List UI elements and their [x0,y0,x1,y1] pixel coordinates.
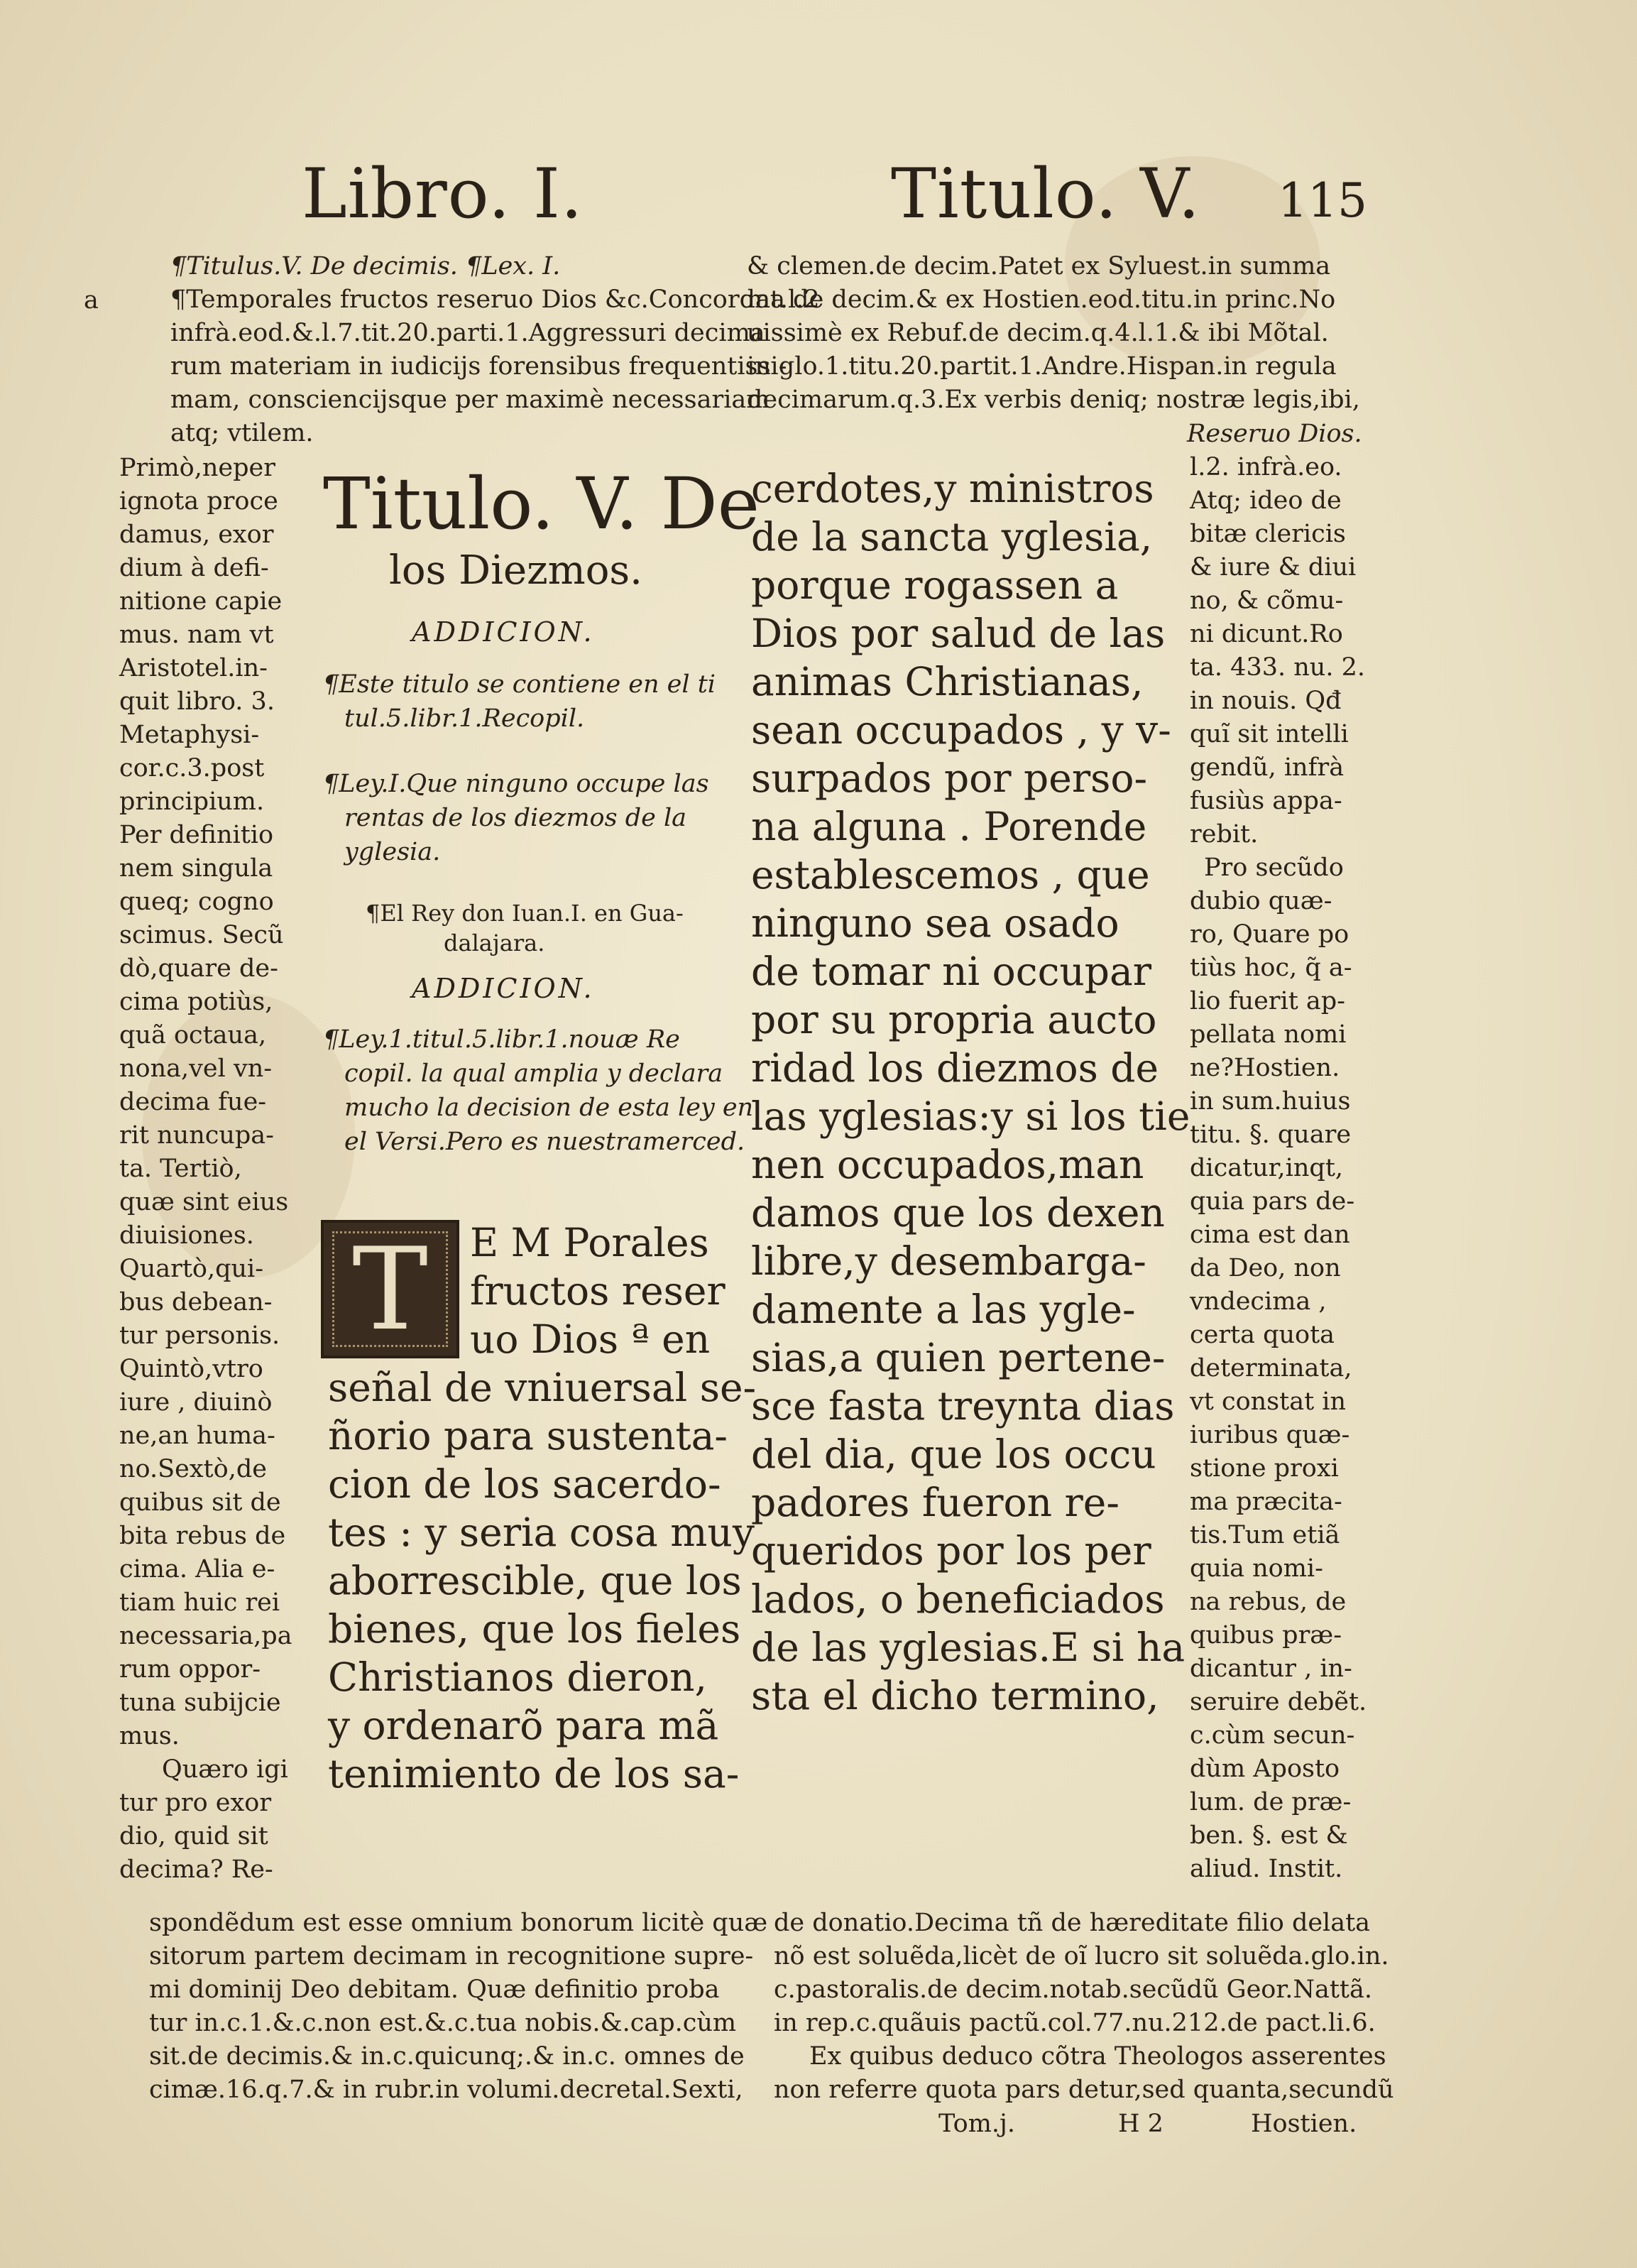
text-line: ne,an huma- [119,1422,275,1450]
note-marker: a [84,286,99,315]
running-header-left: Libro. I. [302,154,584,234]
text-line: gendũ, infrà [1190,753,1345,782]
text-line: mus. [119,1722,180,1750]
gloss-line: & clemen.de decim.Patet ex Syluest.in summa [747,252,1331,280]
text-line: stione proxi [1190,1454,1339,1483]
text-line: aliud. Instit. [1190,1855,1343,1883]
text-line: & iure & diui [1190,553,1357,582]
text-line: de la sancta yglesia, [751,514,1153,560]
text-line: y ordenarõ para mã [328,1703,719,1748]
text-line: lum. de præ- [1190,1788,1352,1816]
text-line: libre,y desembarga- [751,1238,1146,1284]
text-line: bus debean- [119,1288,273,1316]
text-line: establescemos , que [751,852,1150,898]
text-line: Ex quibus deduco cõtra Theologos asserentes [809,2042,1386,2071]
note-line: mucho la decision de esta ley en [344,1094,754,1122]
text-line: de donatio.Decima tñ de hæreditate filio delata [774,1909,1371,1937]
text-line: no, & cõmu- [1190,587,1344,615]
running-header-right: Titulo. V. [891,154,1201,234]
text-line: tis.Tum etiã [1190,1521,1340,1549]
text-line: tiam huic rei [119,1588,280,1617]
text-line: tur personis. [119,1321,280,1350]
gloss-line: in glo.1.titu.20.partit.1.Andre.Hispan.in regula [747,352,1337,381]
text-line: animas Christianas, [751,659,1144,704]
text-line: nen occupados,man [751,1142,1144,1187]
text-line: rebit. [1190,820,1259,849]
text-line: ridad los diezmos de [751,1045,1159,1091]
text-line: c.pastoralis.de decim.notab.secũdũ Geor.Nattã. [774,1975,1372,2004]
volume-mark: Tom.j. [938,2110,1015,2138]
text-line: ignota proce [119,487,278,516]
text-line: señal de vniuersal se- [328,1365,757,1410]
right-margin-gloss [1190,451,1367,1886]
text-line: Atq; ideo de [1190,486,1342,515]
text-line: sean occupados , y v- [751,707,1171,753]
text-line: tur in.c.1.&.c.non est.&.c.tua nobis.&.cap.cùm [149,2009,737,2037]
text-line: in rep.c.quãuis pactũ.col.77.nu.212.de pact.li.6. [774,2009,1376,2037]
note-line: ¶Este titulo se contiene en el ti [323,670,716,699]
text-line: quĩ sit intelli [1190,720,1349,748]
text-line: damos que los dexen [751,1190,1165,1236]
text-line: lados, o beneficiados [751,1576,1165,1622]
text-line: l.2. infrà.eo. [1190,453,1342,481]
text-line: sce fasta treynta dias [751,1383,1175,1429]
text-line: dio, quid sit [119,1822,268,1850]
top-right-gloss [747,250,1360,417]
text-line: Per definitio [119,821,274,849]
gloss-line: ¶Titulus.V. De decimis. ¶Lex. I. [170,252,561,280]
text-line: bienes, que los fieles [328,1606,741,1652]
page-number: 115 [1278,173,1367,228]
text-line: quæ sint eius [119,1188,289,1216]
text-line: de tomar ni occupar [751,949,1152,994]
text-line: cima. Alia e- [119,1555,275,1583]
text-line: diuisiones. [119,1221,254,1250]
text-line: dubio quæ- [1190,887,1332,915]
top-left-gloss [170,250,820,450]
text-line: mi dominij Deo debitam. Quæ definitio proba [149,1975,720,2004]
text-line: Metaphysi- [119,721,260,749]
gloss-line: mam, consciencijsque per maximè necessariam [170,386,770,414]
text-line: nem singula [119,854,273,883]
text-line: Quartò,qui- [119,1255,264,1283]
note-line: el Versi.Pero es nuestramerced. [344,1128,745,1156]
text-line: decima fue- [119,1088,267,1116]
text-line: cima est dan [1190,1221,1350,1249]
chapter-title: Titulo. V. De [323,462,760,545]
text-line: damente a las ygle- [751,1287,1136,1332]
signature-mark: H 2 [1118,2110,1164,2138]
text-line: ninguno sea osado [751,900,1119,946]
text-line: surpados por perso- [751,756,1148,801]
text-line: bitæ clericis [1190,520,1346,548]
text-line: lio fuerit ap- [1190,987,1346,1015]
note-line: rentas de los diezmos de la [344,804,687,832]
note-line: ¶El Rey don Iuan.I. en Gua- [366,900,684,927]
gloss-line: rum materiam in iudicijs forensibus frequentissi- [170,352,787,381]
text-line: dicatur,inqt, [1190,1154,1344,1182]
text-line: in sum.huius [1190,1087,1351,1116]
text-line: nõ est soluẽda,licèt de oĩ lucro sit soluẽda.glo.in. [774,1942,1389,1970]
text-line: dùm Aposto [1190,1755,1340,1783]
text-line: da Deo, non [1190,1254,1341,1282]
text-line: ñorio para sustenta- [328,1413,728,1459]
text-line: quibus præ- [1190,1621,1342,1650]
text-line: iuribus quæ- [1190,1421,1350,1449]
text-line: tenimiento de los sa- [328,1751,740,1797]
note-line: tul.5.libr.1.Recopil. [344,704,585,733]
text-line: ro, Quare po [1190,920,1349,949]
text-line: quia nomi- [1190,1554,1323,1583]
gloss-line: ma de decim.& ex Hostien.eod.titu.in princ.No [747,285,1336,314]
text-line: queridos por los per [751,1528,1151,1574]
text-line: sta el dicho termino, [751,1673,1159,1718]
gloss-line: uissimè ex Rebuf.de decim.q.4.l.1.& ibi Mõtal. [747,319,1329,347]
text-line: sit.de decimis.& in.c.quicunq;.& in.c. omnes de [149,2042,745,2071]
text-line: padores fueron re- [751,1480,1119,1525]
text-line: vt constat in [1190,1387,1346,1416]
text-line: vndecima , [1190,1287,1327,1316]
text-line: E M Porales [470,1220,709,1265]
text-line: na alguna . Porende [751,804,1147,849]
note-line: copil. la qual amplia y declara [344,1059,723,1088]
text-line: non referre quota pars detur,sed quanta,secundũ [774,2076,1394,2104]
text-line: tuna subijcie [119,1689,281,1717]
gloss-line: decimarum.q.3.Ex verbis deniq; nostræ legis,ibi, [747,386,1360,414]
text-line: dium à defi- [119,554,269,582]
addicion-heading: ADDICION. [412,616,595,648]
text-line: bita rebus de [119,1522,286,1550]
text-line: Christianos dieron, [328,1654,707,1700]
text-line: ne?Hostien. [1190,1054,1340,1082]
text-line: ni dicunt.Ro [1190,620,1343,648]
text-line: quit libro. 3. [119,687,275,716]
gloss-line: Reseruo Dios. [1187,420,1362,448]
text-line: las yglesias:y si los tie [751,1094,1190,1139]
text-line: cimæ.16.q.7.& in rubr.in volumi.decretal.Sexti, [149,2076,743,2104]
text-line: certa quota [1190,1321,1335,1349]
text-line: dicantur , in- [1190,1654,1352,1683]
law-text-right-column [751,464,1190,1720]
law-summary [323,767,709,869]
text-line: necessaria,pa [119,1622,292,1650]
gloss-line: ¶Temporales fructos reseruo Dios &c.Concordat.l.2 [170,285,820,314]
text-line: cion de los sacerdo- [328,1461,721,1507]
text-line: cor.c.3.post [119,754,265,783]
text-line: tes : y seria cosa muy [328,1510,755,1555]
text-line: ta. Tertiò, [119,1155,242,1183]
text-line: no.Sextò,de [119,1455,267,1483]
text-line: sitorum partem decimam in recognitione supre- [149,1942,754,1970]
text-line: aborrescible, que los [328,1558,742,1603]
text-line: titu. §. quare [1190,1121,1352,1149]
note-line: yglesia. [344,838,441,866]
addicion-heading: ADDICION. [412,973,595,1004]
text-line: por su propria aucto [751,997,1157,1042]
text-line: quia pars de- [1190,1187,1355,1216]
chapter-subtitle: los Diezmos. [389,547,642,594]
text-line: pellata nomi [1190,1020,1347,1049]
text-line: Quæro igi [162,1755,288,1784]
text-line: uo Dios ª en [470,1316,711,1362]
text-line: Pro secũdo [1204,854,1344,882]
text-line: sias,a quien pertene- [751,1335,1166,1380]
text-line: na rebus, de [1190,1588,1347,1616]
law-attribution [366,898,684,958]
gloss-line: infrà.eod.&.l.7.tit.20.parti.1.Aggressuri decima [170,319,765,347]
text-line: rum oppor- [119,1655,261,1684]
text-line: seruire debẽt. [1190,1688,1367,1716]
bottom-left-gloss [149,1907,767,2107]
law-text-left-column [328,1218,756,1798]
text-line: tiùs hoc, q̃ a- [1190,954,1352,982]
text-line: damus, exor [119,520,274,549]
text-line: principium. [119,787,265,816]
left-margin-gloss [119,452,292,1887]
text-line: quã octaua, [119,1021,267,1050]
text-line: queq; cogno [119,888,274,916]
text-line: scimus. Secũ [119,921,284,949]
text-line: nona,vel vn- [119,1054,273,1083]
text-line: rit nuncupa- [119,1121,274,1150]
text-line: nitione capie [119,587,283,616]
text-line: ta. 433. nu. 2. [1190,653,1365,682]
gloss-line: atq; vtilem. [170,419,314,447]
text-line: ben. §. est & [1190,1821,1348,1850]
text-line: Primò,neper [119,454,275,482]
text-line: c.cùm secun- [1190,1721,1355,1750]
catchword: Hostien. [1251,2110,1357,2138]
text-line: dò,quare de- [119,954,278,983]
text-line: porque rogassen a [751,562,1119,608]
text-line: Quintò,vtro [119,1355,263,1383]
text-line: determinata, [1190,1354,1352,1383]
text-line: del dia, que los occu [751,1432,1156,1477]
note-line: dalajara. [444,929,545,956]
text-line: spondẽdum est esse omnium bonorum licitè quæ [149,1909,768,1937]
bottom-right-gloss [774,1907,1394,2107]
note-line: ¶Ley.1.titul.5.libr.1.nouæ Re [323,1025,680,1054]
text-line: Dios por salud de las [751,611,1166,656]
text-line: ma præcita- [1190,1488,1342,1516]
text-line: fructos reser [470,1268,726,1314]
text-line: in nouis. Qđ [1190,687,1342,715]
text-line: tur pro exor [119,1789,272,1817]
text-line: cima potiùs, [119,988,273,1016]
initial-letter: T [352,1222,428,1356]
note-line: ¶Ley.I.Que ninguno occupe las [323,770,709,798]
text-line: cerdotes,y ministros [751,466,1154,511]
text-line: Aristotel.in- [119,654,268,682]
text-line: de las yglesias.E si ha [751,1625,1186,1670]
text-line: fusiùs appa- [1190,787,1342,815]
addicion-note [323,1023,753,1159]
text-line: mus. nam vt [119,621,274,649]
text-line: decima? Re- [119,1855,273,1884]
text-line: iure , diuinò [119,1388,273,1417]
addicion-note [323,667,716,736]
text-line: quibus sit de [119,1488,281,1517]
